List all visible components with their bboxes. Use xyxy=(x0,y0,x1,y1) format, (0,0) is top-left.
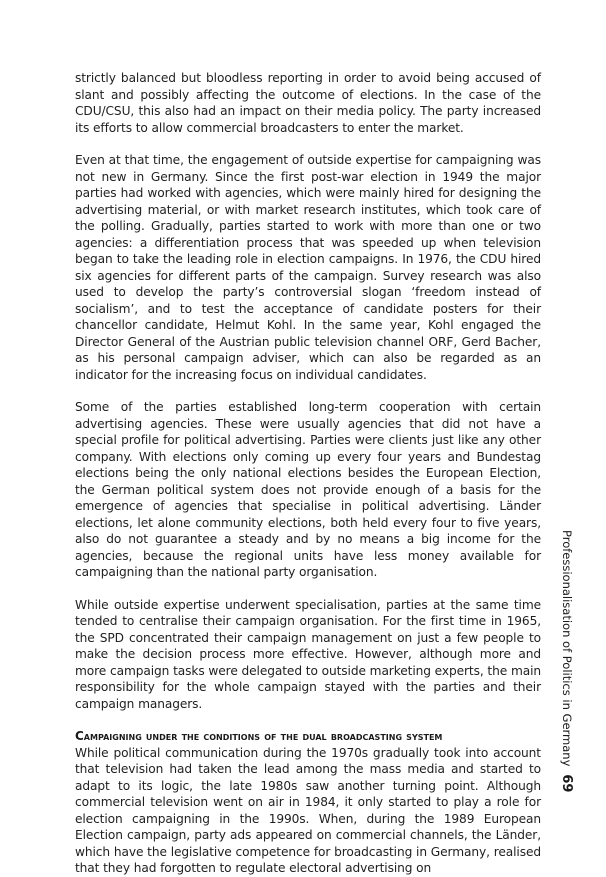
paragraph-4: While outside expertise underwent specialisation, parties at the same time tended to centralise their campaign organisation. For the first time in 1965, the SPD concentrated their campaign management on just a few people to make the decision process more effective. However, although more and more campaign tasks were delegated to outside marketing experts, the main responsibility for the whole campaign stayed with the parties and their campaign managers. xyxy=(75,597,541,711)
text-column xyxy=(75,70,541,877)
page-number: 69 xyxy=(559,774,574,793)
paragraph-3: Some of the parties established long-term cooperation with certain advertising agencies. These were usually agencies that did not have a special profile for political advertising. Parties were clients just like any other company. With elections only coming up every four years and Bundestag elections being the only national elections besides the European Election, the German political system does not provide enough of a basis for the emergence of agencies that specialise in political advertising. Länder elections, let alone community elections, both held every four to five years, also do not guarantee a steady and by no means a big income for the agencies, because the regional units have less money available for campaigning than the national party organisation. xyxy=(75,400,541,579)
section-heading: Campaigning under the conditions of the dual broadcasting system xyxy=(75,729,443,743)
paragraph-5: While political communication during the 1970s gradually took into account that television had taken the lead among the mass media and started to adapt to its logic, the late 1980s saw another turning point. Although commercial television went on air in 1984, it only started to play a role for election campaigning in the 1990s. When, during the 1989 European Election campaign, party ads appeared on commercial channels, the Länder, which have the legislative competence for broadcasting in Germany, realised that they had forgotten to regulate electoral advertising on xyxy=(75,745,541,875)
paragraph-2: Even at that time, the engagement of outside expertise for campaigning was not new in Germany. Since the first post-war election in 1949 the major parties had worked with agencies, which were mainly hired for designing the advertising material, or with market research institutes, which took care of the polling. Gradually, parties started to work with more than one or two agencies: a differentiation process that was speeded up when television began to take the leading role in election campaigns. In 1976, the CDU hired six agencies for different parts of the campaign. Survey research was also used to develop the party’s controversial slogan ‘freedom instead of socialism’, and to test the acceptance of candidate posters for their chancellor candidate, Helmut Kohl. In the same year, Kohl engaged the Director General of the Austrian public television channel ORF, Gerd Bacher, as his personal campaign adviser, which can also be regarded as an indicator for the increasing focus on individual candidates. xyxy=(75,153,541,382)
running-footer xyxy=(559,530,575,793)
running-title: Professionalisation of Politics in Germany xyxy=(560,530,574,767)
paragraph-1: strictly balanced but bloodless reporting in order to avoid being accused of slant and possibly affecting the outcome of elections. In the case of the CDU/CSU, this also had an impact on their media policy. The party increased its efforts to allow commercial broadcasters to enter the market. xyxy=(75,71,541,135)
